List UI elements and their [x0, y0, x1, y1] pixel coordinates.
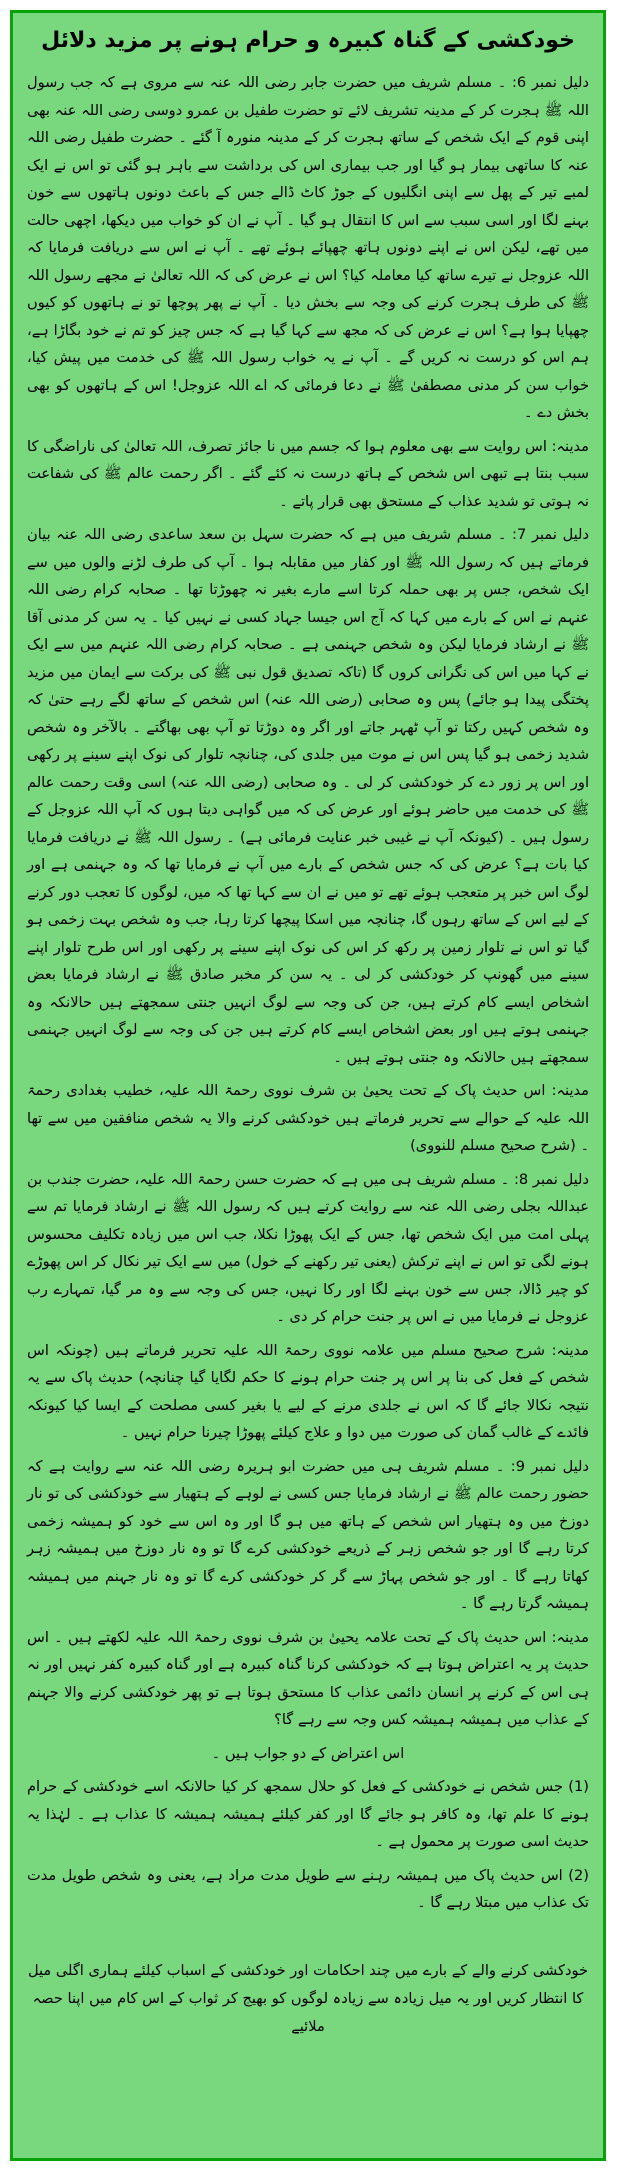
- evidence-9: دلیل نمبر 9: ۔ مسلم شریف ہی میں حضرت ابو ہریرہ رضی اللہ عنہ سے روایت ہے کہ حضور رحمت عالم ﷺ نے ارشاد فرمایا جس کسی نے لوہے کے ہتھیار سے خودکشی کی تو نار دوزخ میں وہ ہتھیار اس شخص کے ہاتھ میں ہو گا اور وہ اس سے خود کو ہمیشہ زخمی کرتا رہے گا اور جو شخص زہر کے ذریعے خودکشی کرے گا تو وہ نار دوزخ میں ہمیشہ زہر کھاتا رہے گا ۔ اور جو شخص پہاڑ سے گر کر خودکشی کرے گا تو وہ نار جہنم میں ہمیشہ ہمیشہ گرتا رہے گا ۔: [27, 1457, 589, 1612]
- commentary-7: مدینہ: اس حدیث پاک کے تحت یحییٰ بن شرف نووی رحمۃ اللہ علیہ، خطیب بغدادی رحمۃ اللہ علیہ کے حوالے سے تحریر فرماتے ہیں خودکشی کرنے والا یہ شخص منافقین میں سے تھا ۔ (شرح صحیح مسلم للنووی): [27, 1082, 589, 1154]
- answers-intro: اس اعتراض کے دو جواب ہیں ۔: [211, 1744, 405, 1762]
- evidence-7: دلیل نمبر 7: ۔ مسلم شریف میں ہے کہ حضرت سہل بن سعد ساعدی رضی اللہ عنہ بیان فرماتے ہیں کہ رسول اللہ ﷺ اور کفار میں مقابلہ ہوا ۔ آپ کی طرف لڑنے والوں میں سے ایک شخص، جس پر بھی حملہ کرتا اسے مارے بغیر نہ چھوڑتا تھا ۔ صحابہ کرام رضی اللہ عنہم نے اس کے بارے میں کہا کہ آج اس جیسا جہاد کسی نے نہیں کیا ۔ یہ سن کر مدنی آقا ﷺ نے ارشاد فرمایا لیکن وہ شخص جہنمی ہے ۔ صحابہ کرام رضی اللہ عنہم میں سے ایک نے کہا میں اس کی نگرانی کروں گا (تاکہ تصدیق قول نبی ﷺ کی برکت سے ایمان میں مزید پختگی پیدا ہو جائے) پس وہ صحابی (رضی اللہ عنہ) اس شخص کے ساتھ لگے رہے حتیٰ کہ وہ شخص کہیں رکتا تو آپ ٹھہر جاتے اور اگر وہ دوڑتا تو آپ بھی بھاگتے ۔ بالآخر وہ شخص شدید زخمی ہو گیا پس اس نے موت میں جلدی کی، چنانچہ تلوار کی نوک اپنے سینے پر رکھی اور اس پر زور دے کر خودکشی کر لی ۔ وہ صحابی (رضی اللہ عنہ) اسی وقت رحمت عالم ﷺ کی خدمت میں حاضر ہوئے اور عرض کی کہ میں گواہی دیتا ہوں کہ آپ اللہ عزوجل کے رسول ہیں ۔ (کیونکہ آپ نے غیبی خبر عنایت فرمائی ہے) ۔ رسول اللہ ﷺ نے دریافت فرمایا کیا بات ہے؟ عرض کی کہ جس شخص کے بارے میں آپ نے فرمایا تھا کہ وہ جہنمی ہے اور لوگ اس خبر پر متعجب ہوئے تھے تو میں نے ان سے کہا تھا کہ میں، لوگوں کا تعجب دور کرنے کے لیے اس کے ساتھ رہوں گا، چنانچہ میں اسکا پیچھا کرتا رہا، جب وہ شخص بہت زخمی ہو گیا تو اس نے تلوار زمین پر رکھ کر اس کی نوک اپنے سینے پر رکھی اور اس طرح تلوار اپنے سینے میں گھونپ کر خودکشی کر لی ۔ یہ سن کر مخبر صادق ﷺ نے ارشاد فرمایا بعض اشخاص ایسے کام کرتے ہیں، جن کی وجہ سے لوگ انہیں جنتی سمجھتے ہیں حالانکہ وہ جہنمی ہوتے ہیں اور بعض اشخاص ایسے کام کرتے ہیں جن کی وجہ سے لوگ انہیں جہنمی سمجھتے ہیں حالانکہ وہ جنتی ہوتے ہیں ۔: [27, 526, 589, 1066]
- article-card: [10, 10, 606, 2161]
- commentary-9: مدینہ: اس حدیث پاک کے تحت علامہ یحییٰ بن شرف نووی رحمۃ اللہ علیہ لکھتے ہیں ۔ اس حدیث پر یہ اعتراض ہوتا ہے کہ خودکشی کرنا گناہ کبیرہ ہے اور گناہ کبیرہ کفر نہیں اور نہ ہی اس کے کرنے پر انسان دائمی عذاب کا مستحق ہوتا ہے تو پھر خودکشی کرنے والا جہنم کے عذاب میں ہمیشہ ہمیشہ کس وجہ سے رہے گا؟: [27, 1628, 589, 1728]
- evidence-6: دلیل نمبر 6: ۔ مسلم شریف میں حضرت جابر رضی اللہ عنہ سے مروی ہے کہ جب رسول اللہ ﷺ ہجرت کر کے مدینہ تشریف لائے تو حضرت طفیل بن عمرو دوسی رضی اللہ عنہ بھی اپنی قوم کے ایک شخص کے ساتھ ہجرت کر کے مدینہ منورہ آ گئے ۔ حضرت طفیل رضی اللہ عنہ کا ساتھی بیمار ہو گیا اور جب بیماری اس کی برداشت سے باہر ہو گئی تو اس نے ایک لمبے تیر کے پھل سے اپنی انگلیوں کے جوڑ کاٹ ڈالے جس کے باعث دونوں ہاتھوں سے خون بہنے لگا اور اسی سبب سے اس کا انتقال ہو گیا ۔ آپ نے ان کو خواب میں دیکھا، اچھی حالت میں تھے، لیکن اس نے اپنے دونوں ہاتھ چھپائے ہوئے تھے ۔ آپ نے اس سے دریافت فرمایا کہ اللہ عزوجل نے تیرے ساتھ کیا معاملہ کیا؟ اس نے عرض کی کہ اللہ تعالیٰ نے مجھے رسول اللہ ﷺ کی طرف ہجرت کرنے کی وجہ سے بخش دیا ۔ آپ نے پھر پوچھا تو نے ہاتھوں کو کیوں چھپایا ہوا ہے؟ اس نے عرض کی کہ مجھ سے کہا گیا ہے کہ جس چیز کو تم نے خود بگاڑا ہے، ہم اس کو درست نہ کریں گے ۔ آپ نے یہ خواب رسول اللہ ﷺ کی خدمت میں پیش کیا، خواب سن کر مدنی مصطفیٰ ﷺ نے دعا فرمائی کہ اے اللہ عزوجل! اس کے ہاتھوں کو بھی بخش دے ۔: [27, 74, 589, 421]
- answer-2: (2) اس حدیث پاک میں ہمیشہ رہنے سے طویل مدت مراد ہے، یعنی وہ شخص طویل مدت تک عذاب میں مبتلا رہے گا ۔: [27, 1866, 589, 1911]
- article-title: خودکشی کے گناہ کبیرہ و حرام ہونے پر مزید دلائل: [41, 28, 575, 53]
- evidence-8: دلیل نمبر 8: ۔ مسلم شریف ہی میں ہے کہ حضرت حسن رحمۃ اللہ علیہ، حضرت جندب بن عبداللہ بجلی رضی اللہ عنہ سے روایت کرتے ہیں کہ رسول اللہ ﷺ نے ارشاد فرمایا تم سے پہلی امت میں ایک شخص تھا، جس کے ایک پھوڑا نکلا، جب اس میں زیادہ تکلیف محسوس ہونے لگی تو اس نے اپنے ترکش (یعنی تیر رکھنے کے خول) میں سے ایک تیر نکال کر اس پھوڑے کو چیر ڈالا، جس سے خون بہنے لگا اور رکا نہیں، جس کی وجہ سے وہ مر گیا، تمہارے رب عزوجل نے فرمایا میں نے اس پر جنت حرام کر دی ۔: [27, 1170, 589, 1325]
- commentary-8: مدینہ: شرح صحیح مسلم میں علامہ نووی رحمۃ اللہ علیہ تحریر فرماتے ہیں (چونکہ اس شخص کے فعل کی بنا پر اس پر جنت حرام ہونے کا حکم لگایا گیا چنانچہ) حدیث پاک سے یہ نتیجہ نکالا جائے گا کہ اس نے جلدی مرنے کے لیے یا بغیر کسی مصلحت کے ایسا کیا کیونکہ فائدے کے غالب گمان کی صورت میں دوا و علاج کیلئے پھوڑا چیرنا حرام نہیں ۔: [27, 1341, 589, 1441]
- closing-note: خودکشی کرنے والے کے بارے میں چند احکامات اور خودکشی کے اسباب کیلئے ہماری اگلی میل کا انتظار کریں اور یہ میل زیادہ سے زیادہ لوگوں کو بھیج کر ثواب کے اس کام میں اپنا حصہ ملائیے: [27, 1961, 589, 2035]
- answer-1: (1) جس شخص نے خودکشی کے فعل کو حلال سمجھ کر کیا حالانکہ اسے خودکشی کے حرام ہونے کا علم تھا، وہ کافر ہو جائے گا اور کفر کیلئے ہمیشہ ہمیشہ کا عذاب ہے ۔ لہٰذا یہ حدیث اسی صورت پر محمول ہے ۔: [27, 1778, 589, 1850]
- article-body: [27, 69, 589, 1917]
- commentary-6: مدینہ: اس روایت سے بھی معلوم ہوا کہ جسم میں نا جائز تصرف، اللہ تعالیٰ کی ناراضگی کا سبب بنتا ہے تبھی اس شخص کے ہاتھ درست نہ کئے گئے ۔ اگر رحمت عالم ﷺ کی شفاعت نہ ہوتی تو شدید عذاب کے مستحق بھی قرار پاتے ۔: [27, 437, 589, 510]
